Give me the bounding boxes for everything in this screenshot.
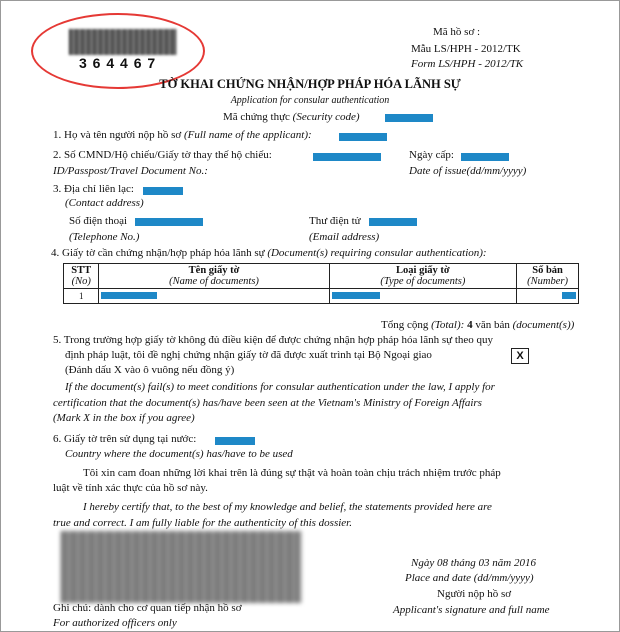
- file-code-number: 3 6 4 4 6 7: [79, 55, 157, 71]
- section6-label-en: Country where the document(s) has/have to be used: [65, 448, 293, 460]
- form-code-en: Form LS/HPH - 2012/TK: [411, 58, 524, 70]
- table-row: [64, 289, 579, 304]
- total-line: Tổng cộng (Total): 4 văn bản (document(s)): [381, 319, 575, 331]
- section5-line1: 5. Trong trường hợp giấy tờ không đủ điều kiện để được chứng nhận hợp pháp hóa lãnh sự theo quy: [53, 334, 494, 346]
- address-redacted: [143, 187, 183, 195]
- file-code-label: Mã hồ sơ :: [433, 26, 481, 38]
- section5-en-line1: If the document(s) fail(s) to meet conditions for consular authentication under the law, I apply for: [65, 381, 495, 393]
- id-number-redacted: [313, 153, 381, 161]
- row-name-cell: [99, 289, 329, 304]
- declaration-en-line2: true and correct. I am fully liable for the authenticity of this dossier.: [53, 517, 352, 529]
- row-no: 1: [64, 289, 99, 304]
- declaration-vn-line2: luật về tính xác thực của hồ sơ này.: [53, 482, 208, 494]
- full-name-redacted: [339, 133, 387, 141]
- row-count-cell: [517, 289, 579, 304]
- issue-date-label-en: Date of issue(dd/mm/yyyy): [409, 165, 527, 177]
- header-count: Số bản (Number): [517, 264, 579, 289]
- issue-date-label: Ngày cấp:: [409, 149, 454, 161]
- field-id-label: 2. Số CMND/Hộ chiếu/Giấy tờ thay thế hộ chiếu:: [53, 149, 272, 161]
- field-address-label-en: (Contact address): [65, 197, 144, 209]
- doc-type-redacted: [332, 292, 380, 299]
- blurred-stamp-image: [61, 531, 301, 603]
- issue-date-redacted: [461, 153, 509, 161]
- note-label-en: For authorized officers only: [53, 617, 177, 629]
- note-label-vn: Ghi chú: dành cho cơ quan tiếp nhận hồ sơ: [53, 602, 242, 614]
- field-documents-label: 4. Giấy tờ cần chứng nhận/hợp pháp hóa lãnh sự (Document(s) requiring consular authentication):: [51, 247, 487, 259]
- form-title-en: Application for consular authentication: [230, 95, 390, 106]
- place-date-vn: Ngày 08 tháng 03 năm 2016: [411, 557, 536, 569]
- form-code-vn: Mẫu LS/HPH - 2012/TK: [411, 43, 521, 55]
- row-type-cell: [329, 289, 517, 304]
- header-name: Tên giấy tờ (Name of documents): [99, 264, 329, 289]
- barcode-image: [69, 29, 177, 55]
- security-code-label: Mã chứng thực (Security code): [223, 111, 360, 123]
- doc-name-redacted: [101, 292, 157, 299]
- country-redacted: [215, 437, 255, 445]
- table-header-row: [64, 264, 579, 289]
- documents-table: [63, 263, 579, 304]
- phone-label: Số điện thoại: [69, 215, 128, 227]
- agree-checkbox[interactable]: X: [511, 348, 529, 364]
- field-full-name-label: 1. Họ và tên người nộp hồ sơ (Full name of the applicant):: [53, 129, 312, 141]
- field-id-label-en: ID/Passpost/Travel Document No.:: [53, 165, 208, 177]
- phone-label-en: (Telephone No.): [69, 231, 140, 243]
- phone-redacted: [135, 218, 203, 226]
- email-redacted: [369, 218, 417, 226]
- section5-line2: định pháp luật, tôi đề nghị chứng nhận giấy tờ đã được xuất trình tại Bộ Ngoại giao: [65, 349, 432, 361]
- declaration-en-line1: I hereby certify that, to the best of my knowledge and belief, the statements provided here are: [83, 501, 492, 513]
- header-type: Loại giấy tờ (Type of documents): [329, 264, 517, 289]
- declaration-vn-line1: Tôi xin cam đoan những lời khai trên là đúng sự thật và hoàn toàn chịu trách nhiệm trước pháp: [83, 467, 501, 479]
- email-label: Thư điện tử: [309, 215, 361, 227]
- header-stt: STT (No): [64, 264, 99, 289]
- field-address-label: 3. Địa chỉ liên lạc:: [53, 183, 134, 195]
- form-title: TỜ KHAI CHỨNG NHẬN/HỢP PHÁP HÓA LÃNH SỰ: [159, 77, 461, 91]
- section6-label: 6. Giấy tờ trên sử dụng tại nước:: [53, 433, 197, 445]
- section5-en-line2: certification that the document(s) has/have been seen at the Vietnam's Ministry of Foreign Affairs: [53, 397, 482, 409]
- section5-en-line3: (Mark X in the box if you agree): [53, 412, 195, 424]
- applicant-label-en: Applicant's signature and full name: [393, 604, 550, 616]
- place-date-en: Place and date (dd/mm/yyyy): [405, 572, 534, 584]
- section5-line3: (Đánh dấu X vào ô vuông nếu đồng ý): [65, 364, 235, 376]
- email-label-en: (Email address): [309, 231, 380, 243]
- applicant-label-vn: Người nộp hồ sơ: [437, 588, 512, 600]
- security-code-redacted: [385, 114, 433, 122]
- doc-count-redacted: [562, 292, 576, 299]
